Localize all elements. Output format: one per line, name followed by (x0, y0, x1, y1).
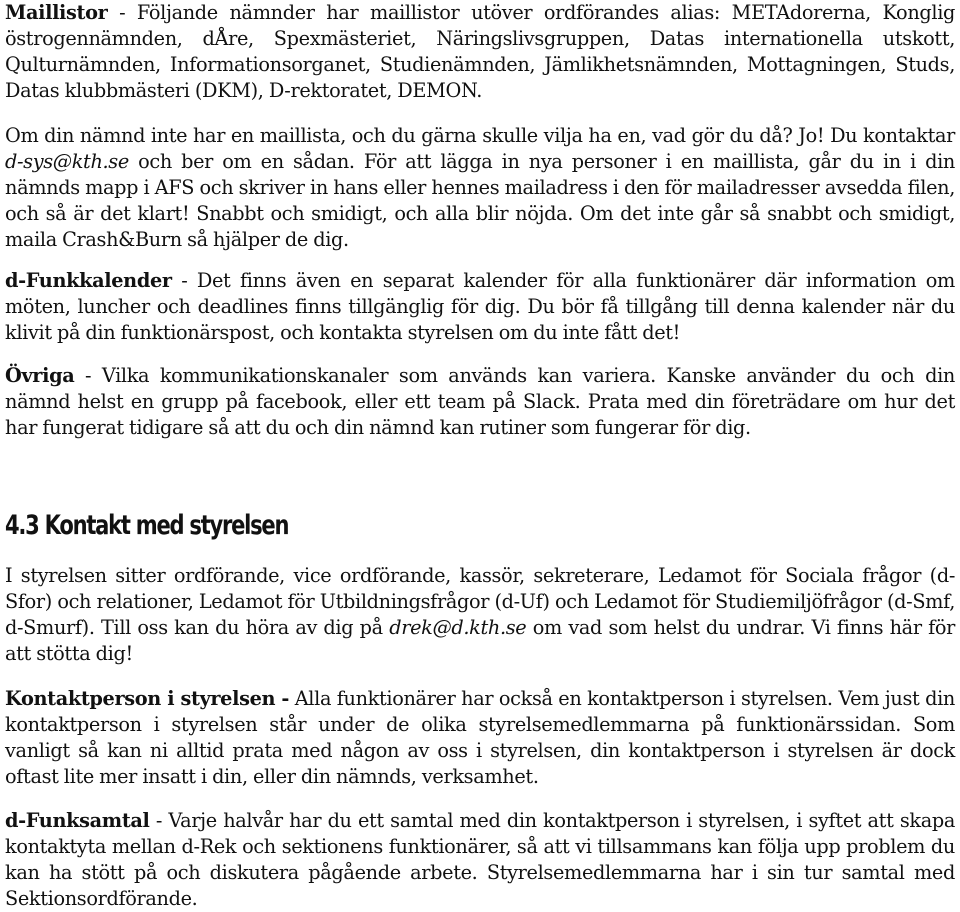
ovriga-text: - Vilka kommunikationskanaler som används kan variera. Kanske använder du och din nämnd helst en grupp på facebook, eller ett team på Slack. Prata med din företrädare om hur det har fungerat tidigare så att du och din nämnd kan rutiner som fungerar för dig. (5, 364, 955, 439)
paragraph-kontaktperson (5, 686, 955, 790)
email-dsys: d-sys@kth.se (5, 150, 129, 173)
term-kontaktperson: Kontaktperson i styrelsen - (5, 687, 290, 710)
paragraph-ovriga (5, 363, 955, 441)
paragraph-styrelsen (5, 563, 955, 667)
funkkalender-text: - Det finns även en separat kalender för alla funktionärer där information om möten, luncher och deadlines finns tillgänglig för dig. Du bör få tillgång till denna kalender när du klivit på din funktionärspost, och kontakta styrelsen om du inte fått det! (5, 269, 955, 344)
paragraph-maillista-info (5, 123, 955, 253)
term-funkkalender: d-Funkkalender (5, 269, 172, 292)
styrelsen-text-1: I styrelsen sitter ordförande, vice ordförande, kassör, sekreterare, Ledamot för Sociala frågor (d-Sfor) och relationer, Ledamot för Utbildningsfrågor (d-Uf) och Ledamot för Studiemiljöfrågor (d-Smf, d-Smurf). Till oss kan du höra av dig på (5, 564, 955, 639)
paragraph-funkkalender (5, 268, 955, 346)
paragraph-funksamtal (5, 808, 955, 912)
styrelsen-text-2: om vad som helst du undrar. Vi finns här för att stötta dig! (5, 616, 956, 665)
paragraph-maillistor (5, 0, 955, 104)
term-ovriga: Övriga (5, 364, 75, 387)
maillista-info-text-1: Om din nämnd inte har en maillista, och du gärna skulle vilja ha en, vad gör du då? Jo! Du kontaktar (5, 124, 955, 147)
term-maillistor: Maillistor (5, 1, 108, 24)
email-drek: drek@d.kth.se (389, 616, 527, 639)
term-funksamtal: d-Funksamtal (5, 809, 150, 832)
section-heading: 4.3 Kontakt med styrelsen (5, 510, 289, 541)
funksamtal-text: - Varje halvår har du ett samtal med din kontaktperson i styrelsen, i syftet att skapa kontaktyta mellan d-Rek och sektionens funktionärer, så att vi tillsammans kan följa upp problem du kan ha stött på och diskutera pågående arbete. Styrelsemedlemmarna har i sin tur samtal med Sektionsordförande. (5, 809, 955, 910)
kontaktperson-text: Alla funktionärer har också en kontaktperson i styrelsen. Vem just din kontaktperson i styrelsen står under de olika styrelsemedlemmarna på funktionärssidan. Som vanligt så kan ni alltid prata med någon av oss i styrelsen, din kontaktperson i styrelsen är dock oftast lite mer insatt i din, eller din nämnds, verksamhet. (5, 687, 955, 788)
maillista-info-text-2: och ber om en sådan. För att lägga in nya personer i en maillista, går du in i din nämnds mapp i AFS och skriver in hans eller hennes mailadress i den för mailadresser avsedda filen, och så är det klart! Snabbt och smidigt, och alla blir nöjda. Om det inte går så snabbt och smidigt, maila Crash&Burn så hjälper de dig. (5, 150, 955, 251)
maillistor-text: - Följande nämnder har maillistor utöver ordförandes alias: METAdorerna, Konglig östrogennämnden, dÅre, Spexmästeriet, Näringslivsgruppen, Datas internationella utskott, Qulturnämnden, Informationsorganet, Studienämnden, Jämlikhetsnämnden, Mottagningen, Studs, Datas klubbmästeri (DKM), D-rektoratet, DEMON. (5, 1, 955, 102)
